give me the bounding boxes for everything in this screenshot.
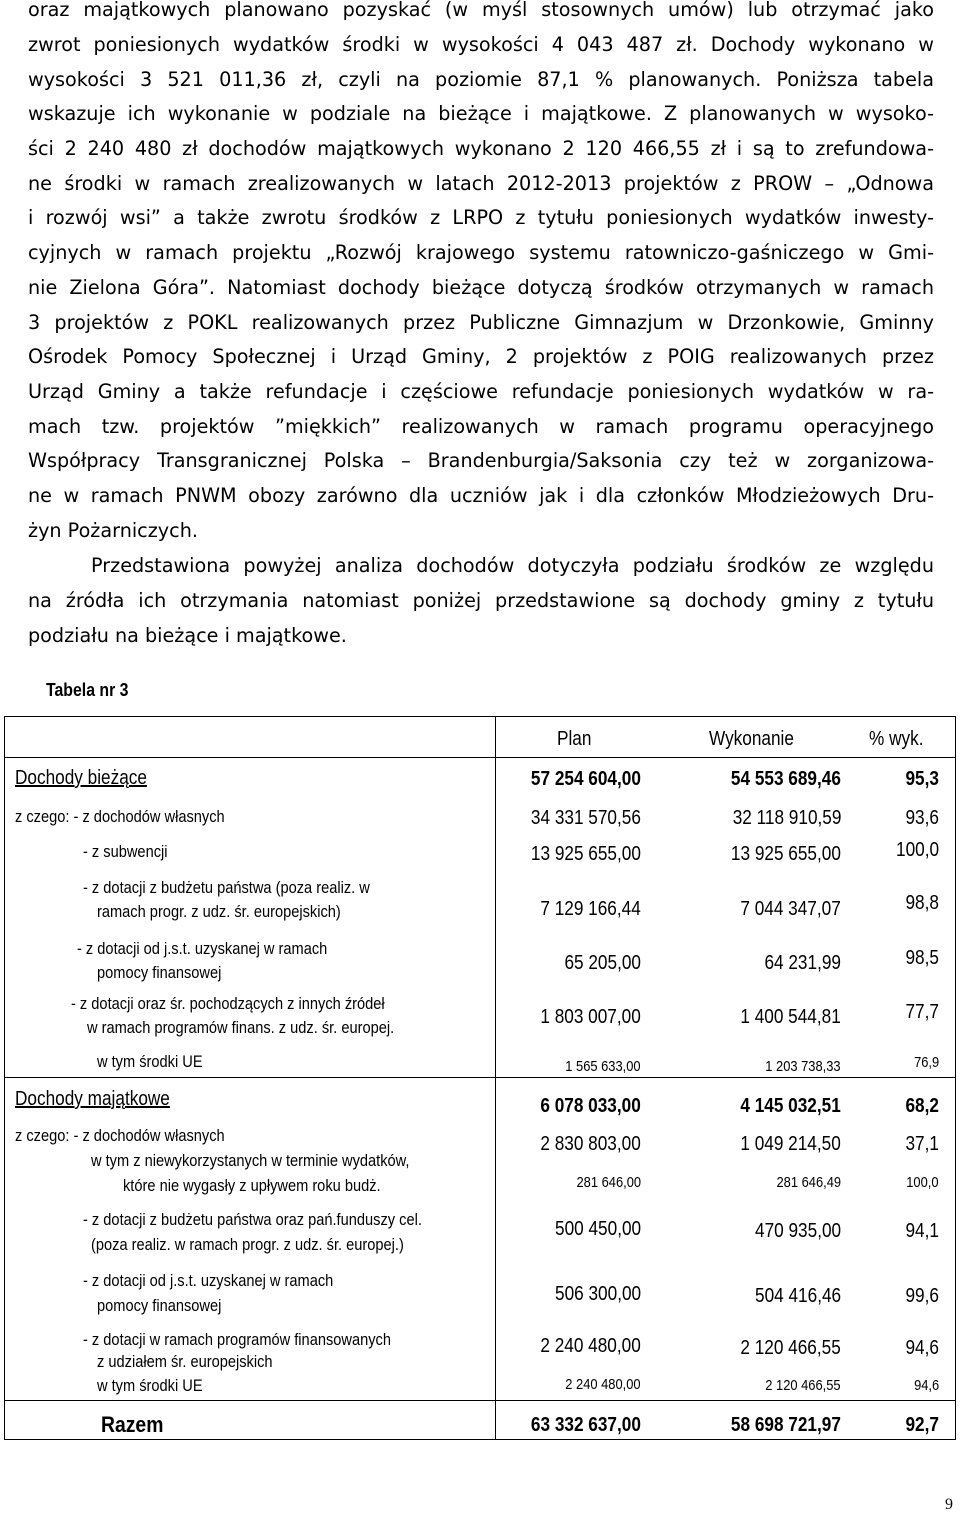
paragraph-line: Urząd Gminy a także refundacje i częściowe refundacje poniesionych wydatków w ra- — [28, 380, 934, 403]
row-label: które nie wygasły z upływem roku budż. — [123, 1176, 381, 1195]
row-label: ramach progr. z udz. śr. europejskich) — [97, 902, 341, 921]
row-label: z czego: - z dochodów własnych — [15, 1126, 225, 1145]
row-label-dochody-biezace: Dochody bieżące — [15, 767, 147, 789]
column-divider — [495, 717, 496, 1439]
revenue-table — [4, 716, 956, 1440]
cell-wykonanie: 1 203 738,33 — [765, 1058, 841, 1075]
cell-plan: 57 254 604,00 — [531, 768, 641, 790]
row-label-dochody-majatkowe: Dochody majątkowe — [15, 1088, 170, 1110]
row-label: pomocy finansowej — [97, 963, 222, 982]
header-pct: % wyk. — [869, 728, 924, 750]
row-label-razem: Razem — [101, 1412, 164, 1437]
cell-plan: 2 830 803,00 — [540, 1133, 641, 1155]
cell-pct-sub: 100,0 — [906, 1174, 939, 1191]
cell-pct: 77,7 — [905, 1001, 939, 1023]
cell-pct: 98,5 — [905, 947, 939, 969]
row-label: w tym z niewykorzystanych w terminie wydatków, — [91, 1151, 410, 1170]
row-label: - z dotacji od j.s.t. uzyskanej w ramach — [77, 939, 328, 958]
paragraph-line: 3 projektów z POKL realizowanych przez Publiczne Gimnazjum w Drzonkowie, Gminny — [28, 311, 934, 334]
cell-wykonanie: 470 935,00 — [754, 1220, 841, 1242]
paragraph-line: ne w ramach PNWM obozy zarówno dla uczniów jak i dla członków Młodzieżowych Dru- — [28, 484, 934, 507]
cell-plan: 34 331 570,56 — [531, 807, 641, 829]
cell-plan: 13 925 655,00 — [531, 843, 641, 865]
paragraph-line: wysokości 3 521 011,36 zł, czyli na poziomie 87,1 % planowanych. Poniższa tabela — [28, 68, 934, 91]
paragraph-line: cyjnych w ramach projektu „Rozwój krajowego systemu ratowniczo-gaśniczego w Gmi- — [28, 241, 934, 264]
cell-pct: 92,7 — [905, 1414, 939, 1436]
cell-pct-sub: 94,6 — [913, 1377, 939, 1394]
cell-pct: 95,3 — [905, 768, 939, 790]
cell-wykonanie: 1 049 214,50 — [740, 1133, 841, 1155]
paragraph-line: ści 2 240 480 zł dochodów majątkowych wykonano 2 120 466,55 zł i są to zrefundowa- — [28, 137, 934, 160]
header-wykonanie: Wykonanie — [709, 728, 794, 750]
cell-pct: 98,8 — [905, 892, 939, 914]
paragraph-line: Współpracy Transgranicznej Polska – Brandenburgia/Saksonia czy też w zorganizowa- — [28, 449, 934, 472]
cell-plan: 506 300,00 — [554, 1283, 641, 1305]
cell-pct: 94,1 — [905, 1220, 939, 1242]
paragraph-line: nie Zielona Góra”. Natomiast dochody bieżące dotyczą środków otrzymanych w ramach — [28, 276, 934, 299]
row-label: (poza realiz. w ramach progr. z udz. śr. europej.) — [91, 1235, 404, 1254]
cell-plan: 1 803 007,00 — [540, 1006, 641, 1028]
paragraph-line: ne środki w ramach zrealizowanych w latach 2012-2013 projektów z PROW – „Odnowa — [28, 172, 934, 195]
cell-wykonanie-sub: 281 646,49 — [776, 1174, 841, 1191]
row-label: - z subwencji — [83, 842, 168, 861]
cell-wykonanie: 1 400 544,81 — [740, 1006, 841, 1028]
cell-pct: 93,6 — [905, 807, 939, 829]
paragraph-line: Przedstawiona powyżej analiza dochodów dotyczyła podziału środków ze względu — [91, 554, 934, 577]
paragraph-line: żyn Pożarniczych. — [28, 519, 198, 542]
paragraph-line: wskazuje ich wykonanie w podziale na bieżące i majątkowe. Z planowanych w wysoko- — [28, 102, 934, 125]
cell-pct: 76,9 — [913, 1054, 939, 1071]
row-label: - z dotacji w ramach programów finansowanych — [83, 1330, 391, 1349]
row-label: w ramach programów finans. z udz. śr. europej. — [87, 1018, 395, 1037]
total-divider — [5, 1400, 955, 1401]
cell-pct: 94,6 — [905, 1337, 939, 1359]
cell-pct: 37,1 — [905, 1133, 939, 1155]
paragraph-line: mach tzw. projektów ”miękkich” realizowanych w ramach programu operacyjnego — [28, 415, 934, 438]
row-label: - z dotacji z budżetu państwa oraz pań.funduszy cel. — [83, 1210, 422, 1229]
row-label: z czego: - z dochodów własnych — [15, 807, 225, 826]
row-label: z udziałem śr. europejskich — [97, 1352, 273, 1371]
row-label: pomocy finansowej — [97, 1296, 222, 1315]
cell-plan: 500 450,00 — [554, 1218, 641, 1240]
cell-plan: 63 332 637,00 — [531, 1414, 641, 1436]
cell-wykonanie: 54 553 689,46 — [731, 768, 841, 790]
cell-plan: 65 205,00 — [564, 952, 641, 974]
cell-pct: 68,2 — [905, 1095, 939, 1117]
table-caption: Tabela nr 3 — [46, 680, 129, 700]
page-number: 9 — [945, 1496, 953, 1513]
cell-wykonanie: 58 698 721,97 — [731, 1414, 841, 1436]
row-label: w tym środki UE — [97, 1376, 203, 1395]
paragraph-line: oraz majątkowych planowano pozyskać (w myśl stosownych umów) lub otrzymać jako — [28, 0, 934, 21]
row-label: - z dotacji oraz śr. pochodzących z innych źródeł — [71, 994, 385, 1013]
cell-wykonanie: 504 416,46 — [754, 1285, 841, 1307]
header-plan: Plan — [557, 728, 592, 750]
cell-plan: 6 078 033,00 — [540, 1095, 641, 1117]
cell-plan: 2 240 480,00 — [540, 1335, 641, 1357]
cell-pct: 100,0 — [895, 839, 939, 861]
cell-wykonanie: 64 231,99 — [764, 952, 841, 974]
cell-plan-sub: 2 240 480,00 — [565, 1376, 641, 1393]
header-divider — [5, 757, 955, 758]
row-label: w tym środki UE — [97, 1052, 203, 1071]
paragraph-line: i rozwój wsi” a także zwrotu środków z LRPO z tytułu poniesionych wydatków inwesty- — [28, 206, 934, 229]
paragraph-line: podziału na bieżące i majątkowe. — [28, 624, 347, 647]
cell-plan: 7 129 166,44 — [540, 898, 641, 920]
cell-plan-sub: 281 646,00 — [576, 1174, 641, 1191]
cell-pct: 99,6 — [905, 1285, 939, 1307]
cell-wykonanie: 2 120 466,55 — [740, 1337, 841, 1359]
row-label: - z dotacji od j.s.t. uzyskanej w ramach — [83, 1271, 334, 1290]
cell-wykonanie: 13 925 655,00 — [731, 843, 841, 865]
paragraph-line: Ośrodek Pomocy Społecznej i Urząd Gminy, 2 projektów z POIG realizowanych przez — [28, 345, 934, 368]
cell-wykonanie: 4 145 032,51 — [740, 1095, 841, 1117]
cell-wykonanie: 7 044 347,07 — [740, 898, 841, 920]
cell-wykonanie: 32 118 910,59 — [732, 807, 841, 829]
paragraph-line: zwrot poniesionych wydatków środki w wysokości 4 043 487 zł. Dochody wykonano w — [28, 33, 934, 56]
cell-plan: 1 565 633,00 — [565, 1058, 641, 1075]
row-label: - z dotacji z budżetu państwa (poza realiz. w — [83, 878, 370, 897]
section-divider — [5, 1077, 955, 1078]
paragraph-line: na źródła ich otrzymania natomiast poniżej przedstawione są dochody gminy z tytułu — [28, 589, 934, 612]
cell-wykonanie-sub: 2 120 466,55 — [765, 1377, 841, 1394]
